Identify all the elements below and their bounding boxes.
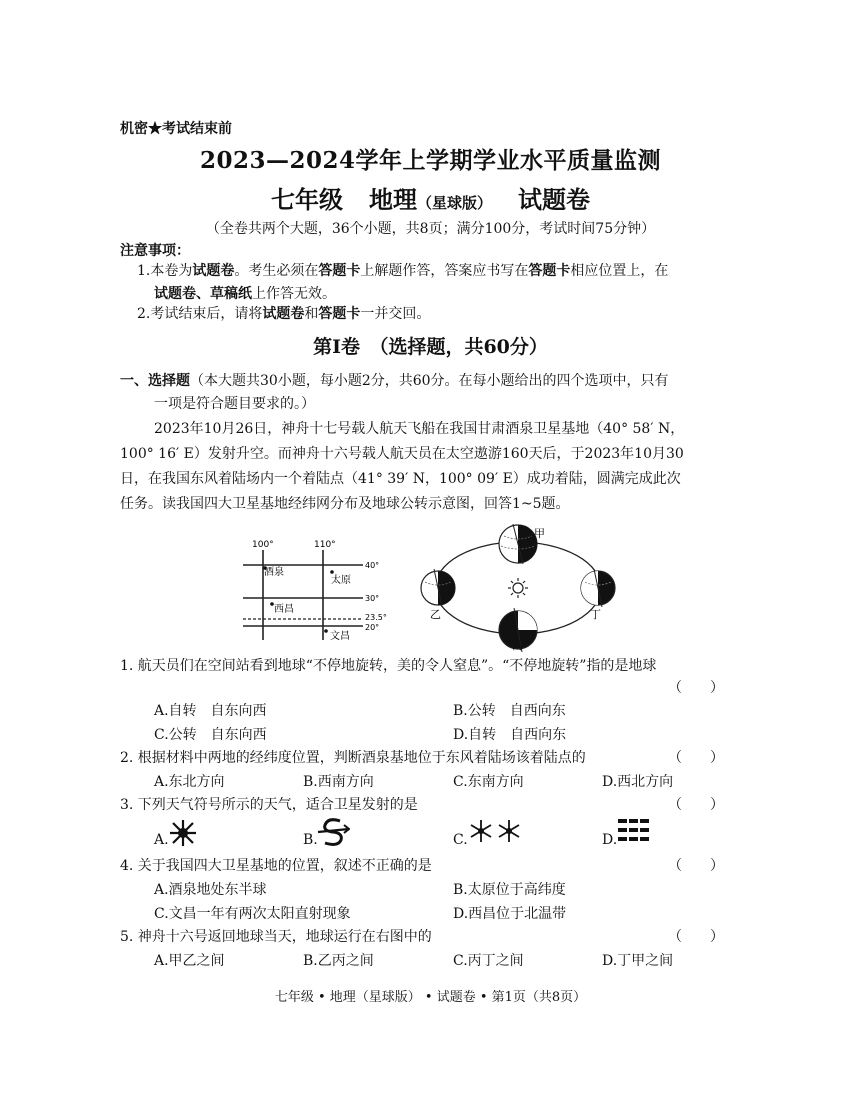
label-bing: 丙 — [512, 639, 523, 652]
wenchang-label: 文昌 — [330, 631, 350, 642]
lon-110-label: 110° — [314, 540, 336, 550]
lat-40-label: 40° — [365, 561, 380, 570]
lat-30-label: 30° — [365, 594, 380, 603]
label-yi: 乙 — [430, 608, 441, 621]
q5-option-c: C.丙丁之间 — [453, 953, 524, 969]
q2-option-c: C.东南方向 — [453, 774, 524, 790]
lat-lon-grid-map — [238, 538, 393, 648]
xichang-label: 西昌 — [274, 604, 294, 615]
material-line-3: 日，在我国东风着陆场内一个着陆点（41° 39′ N，100° 09′ E）成功着陆，圆满完成此次 — [120, 471, 681, 487]
q1-option-c: C.公转 自东向西 — [154, 727, 267, 743]
q5-answer-paren: （ ） — [668, 929, 724, 945]
section-heading-cont: 一项是符合题目要求的。） — [154, 396, 315, 412]
q4-answer-paren: （ ） — [668, 858, 724, 874]
note-2: 2.考试结束后，请将试题卷和答题卡一并交回。 — [137, 306, 431, 322]
jiuquan-label: 酒泉 — [264, 567, 284, 578]
edition-label: （星球版） — [416, 194, 492, 212]
q2-stem: 2. 根据材料中两地的经纬度位置，判断酒泉基地位于东风着陆场该着陆点的 — [120, 750, 586, 766]
q1-option-b: B.公转 自西向东 — [453, 703, 566, 719]
earth-yi — [421, 569, 455, 607]
material-line-1: 2023年10月26日，神舟十七号载人航天飞船在我国甘肃酒泉卫星基地（40° 58′ N， — [154, 421, 685, 437]
sun-icon — [508, 578, 528, 598]
q1-option-d: D.自转 自西向东 — [453, 727, 567, 743]
earth-ding — [581, 569, 615, 607]
wenchang-dot — [324, 629, 328, 633]
q5-option-a: A.甲乙之间 — [154, 953, 225, 969]
material-line-2: 100° 16′ E）发射升空。而神舟十六号载人航天员在太空遨游160天后，于2023年10月30 — [120, 446, 684, 462]
secret-label: 机密★考试结束前 — [120, 121, 232, 137]
part-1-title: 第Ⅰ卷 （选择题，共60分） — [313, 336, 548, 358]
grade-label: 七年级 — [270, 185, 343, 214]
q3-stem: 3. 下列天气符号所示的天气，适合卫星发射的是 — [120, 797, 418, 813]
q3-option-a: A. — [154, 832, 169, 848]
q2-answer-paren: （ ） — [668, 750, 724, 766]
q4-option-d: D.西昌位于北温带 — [453, 906, 567, 922]
q3-option-b: B. — [303, 832, 318, 848]
earth-orbit-diagram — [418, 524, 618, 652]
q5-option-b: B.乙丙之间 — [303, 953, 374, 969]
q2-option-a: A.东北方向 — [154, 774, 225, 790]
exam-info: （全卷共两个大题，36个小题，共8页；满分100分，考试时间75分钟） — [205, 221, 656, 237]
sandstorm-weather-icon — [316, 815, 350, 849]
note-1-line-2: 试题卷、草稿纸上作答无效。 — [154, 286, 336, 302]
lat-235-label: 23.5° — [365, 613, 387, 622]
material-line-4: 任务。读我国四大卫星基地经纬网分布及地球公转示意图，回答1~5题。 — [120, 496, 570, 512]
taiyuan-label: 太原 — [331, 575, 351, 586]
q1-stem: 1. 航天员们在空间站看到地球“不停地旋转，美的令人窒息”。“不停地旋转”指的是地球 — [120, 658, 657, 674]
exam-title: 2023—2024学年上学期学业水平质量监测 — [199, 147, 662, 174]
snow-weather-icon — [468, 818, 524, 844]
q4-stem: 4. 关于我国四大卫星基地的位置，叙述不正确的是 — [120, 858, 432, 874]
q4-option-c: C.文昌一年有两次太阳直射现象 — [154, 906, 351, 922]
exam-subtitle — [0, 180, 861, 215]
page-footer: 七年级 • 地理（星球版） • 试题卷 • 第1页（共8页） — [274, 990, 587, 1005]
q2-option-d: D.西北方向 — [602, 774, 674, 790]
q5-option-d: D.丁甲之间 — [602, 953, 674, 969]
q3-answer-paren: （ ） — [668, 797, 724, 813]
section-heading: 一、选择题（本大题共30小题，每小题2分，共60分。在每小题给出的四个选项中，只有 — [120, 373, 669, 389]
notes-heading: 注意事项： — [120, 243, 190, 259]
q1-option-a: A.自转 自东向西 — [154, 703, 267, 719]
sunny-weather-icon — [168, 818, 198, 848]
taiyuan-dot — [330, 570, 334, 574]
q4-option-b: B.太原位于高纬度 — [453, 882, 566, 898]
q3-option-d: D. — [602, 832, 618, 848]
fog-weather-icon — [617, 817, 651, 845]
label-jia: 甲 — [534, 527, 545, 540]
lat-20-label: 20° — [365, 623, 380, 632]
lon-100-label: 100° — [252, 540, 274, 550]
earth-jia — [499, 524, 537, 564]
label-ding: 丁 — [590, 608, 601, 621]
q5-stem: 5. 神舟十六号返回地球当天，地球运行在右图中的 — [120, 929, 432, 945]
q1-answer-paren: （ ） — [668, 680, 724, 696]
q4-option-a: A.酒泉地处东半球 — [154, 882, 267, 898]
q2-option-b: B.西南方向 — [303, 774, 374, 790]
q3-option-c: C. — [453, 832, 468, 848]
note-1-line-1: 1.本卷为试题卷。考生必须在答题卡上解题作答，答案应书写在答题卡相应位置上，在 — [137, 263, 669, 279]
subject-label: 地理 — [368, 185, 417, 214]
paper-type-label: 试题卷 — [518, 185, 590, 214]
